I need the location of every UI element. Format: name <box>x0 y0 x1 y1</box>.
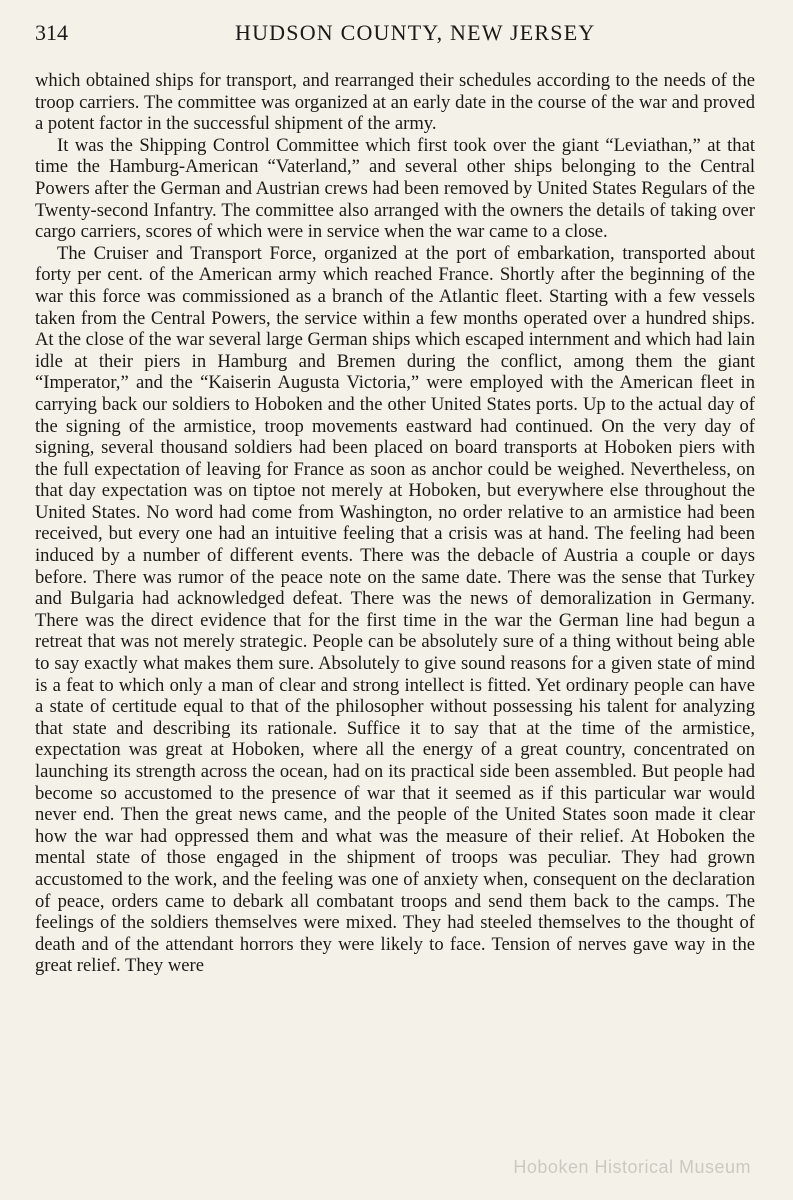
paragraph-continued: which obtained ships for transport, and rearranged their schedules according to the needs of the troop carriers. The committee was organized at an early date in the course of the war and proved a potent factor in the successful shipment of the army. <box>35 70 755 135</box>
paragraph-cruiser-transport: The Cruiser and Transport Force, organized at the port of embarkation, transported about forty per cent. of the American army which reached France. Shortly after the beginning of the war this force was commissioned as a branch of the Atlantic fleet. Starting with a few vessels taken from the Central Powers, the service within a few months operated over a hundred ships. At the close of the war several large German ships which escaped internment and which had lain idle at their piers in Hamburg and Bremen during the conflict, among them the giant “Imperator,” and the “Kaiserin Augusta Victoria,” were employed with the American fleet in carrying back our soldiers to Hoboken and the other United States ports. Up to the actual day of the signing of the armistice, troop movements eastward had continued. On the very day of signing, several thousand soldiers had been placed on board transports at Hoboken piers with the full expectation of leaving for France as soon as anchor could be weighed. Nevertheless, on that day expectation was on tiptoe not merely at Hoboken, but everywhere else throughout the United States. No word had come from Washington, no order relative to an armistice had been received, but every one had an intuitive feeling that a crisis was at hand. The feeling had been induced by a number of different events. There was the debacle of Austria a couple or days before. There was rumor of the peace note on the same date. There was the sense that Turkey and Bulgaria had acknowledged defeat. There was the news of demoralization in Germany. There was the direct evidence that for the first time in the war the German line had begun a retreat that was not merely strategic. People can be absolutely sure of a thing without being able to say exactly what makes them sure. Absolutely to give sound reasons for a given state of mind is a feat to which only a man of clear and strong intellect is fitted. Yet ordinary people can have a state of certitude equal to that of the philosopher without possessing his talent for analyzing that state and describing its rationale. Suffice it to say that at the time of the armistice, expectation was great at Hoboken, where all the energy of a great country, concentrated on launching its strength across the ocean, had on its practical side been assembled. But people had become so accustomed to the presence of war that it seemed as if this particular war would never end. Then the great news came, and the people of the United States soon made it clear how the war had oppressed them and what was the measure of their relief. At Hoboken the mental state of those engaged in the shipment of troops was peculiar. They had grown accustomed to the work, and the feeling was one of anxiety when, consequent on the declaration of peace, orders came to debark all combatant troops and send them back to the camps. The feelings of the soldiers themselves were mixed. They had steeled themselves to the thought of death and of the attendant horrors they were likely to face. Tension of nerves gave way in the great relief. They were <box>35 242 755 977</box>
paragraph-shipping-control: It was the Shipping Control Committee which first took over the giant “Leviathan,” at that time the Hamburg-American “Vaterland,” and several other ships belonging to the Central Powers after the German and Austrian crews had been removed by United States Regulars of the Twenty-second Infantry. The committee also arranged with the owners the details of taking over cargo carriers, scores of which were in service when the war came to a close. <box>35 134 755 243</box>
running-title: HUDSON COUNTY, NEW JERSEY <box>235 20 596 45</box>
body-text <box>35 70 755 977</box>
page-header <box>35 20 755 54</box>
museum-watermark: Hoboken Historical Museum <box>513 1157 751 1177</box>
page-number: 314 <box>35 20 68 45</box>
